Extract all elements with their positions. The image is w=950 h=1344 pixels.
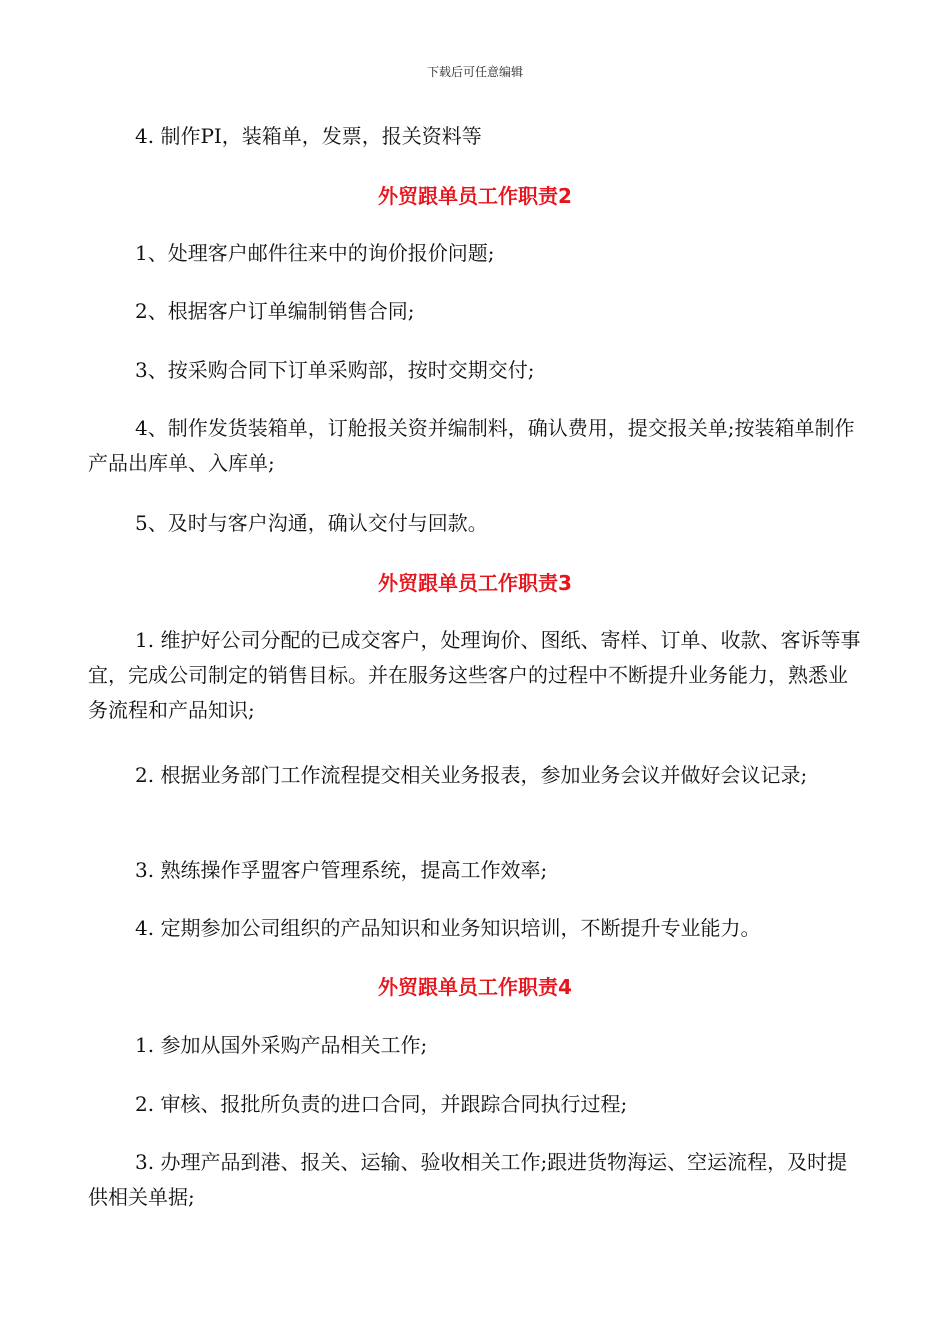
paragraph: 2、根据客户订单编制销售合同;	[135, 299, 415, 323]
paragraph: 2. 根据业务部门工作流程提交相关业务报表，参加业务会议并做好会议记录;	[135, 763, 808, 787]
paragraph: 1. 维护好公司分配的已成交客户，处理询价、图纸、寄样、订单、收款、客诉等事宜，完成公司制定的销售目标。并在服务这些客户的过程中不断提升业务能力，熟悉业务流程和产品知识;	[88, 628, 861, 722]
page-header-note: 下载后可任意编辑	[426, 65, 523, 79]
paragraph: 3、按采购合同下订单采购部，按时交期交付;	[135, 358, 535, 382]
section-heading: 外贸跟单员工作职责3	[378, 571, 572, 595]
paragraph: 5、及时与客户沟通，确认交付与回款。	[135, 511, 488, 535]
section-heading: 外贸跟单员工作职责4	[378, 975, 572, 999]
paragraph: 4. 制作PI，装箱单，发票，报关资料等	[135, 124, 482, 148]
paragraph: 3. 办理产品到港、报关、运输、验收相关工作;跟进货物海运、空运流程，及时提供相关单据;	[88, 1150, 848, 1209]
paragraph: 1. 参加从国外采购产品相关工作;	[135, 1033, 428, 1057]
section-heading: 外贸跟单员工作职责2	[378, 184, 572, 208]
paragraph: 4、制作发货装箱单，订舱报关资并编制料，确认费用，提交报关单;按装箱单制作产品出库单、入库单;	[88, 416, 855, 475]
paragraph: 3. 熟练操作孚盟客户管理系统，提高工作效率;	[135, 858, 548, 882]
paragraph: 2. 审核、报批所负责的进口合同，并跟踪合同执行过程;	[135, 1092, 628, 1116]
paragraph: 1、处理客户邮件往来中的询价报价问题;	[135, 241, 495, 265]
paragraph: 4. 定期参加公司组织的产品知识和业务知识培训，不断提升专业能力。	[135, 916, 761, 940]
